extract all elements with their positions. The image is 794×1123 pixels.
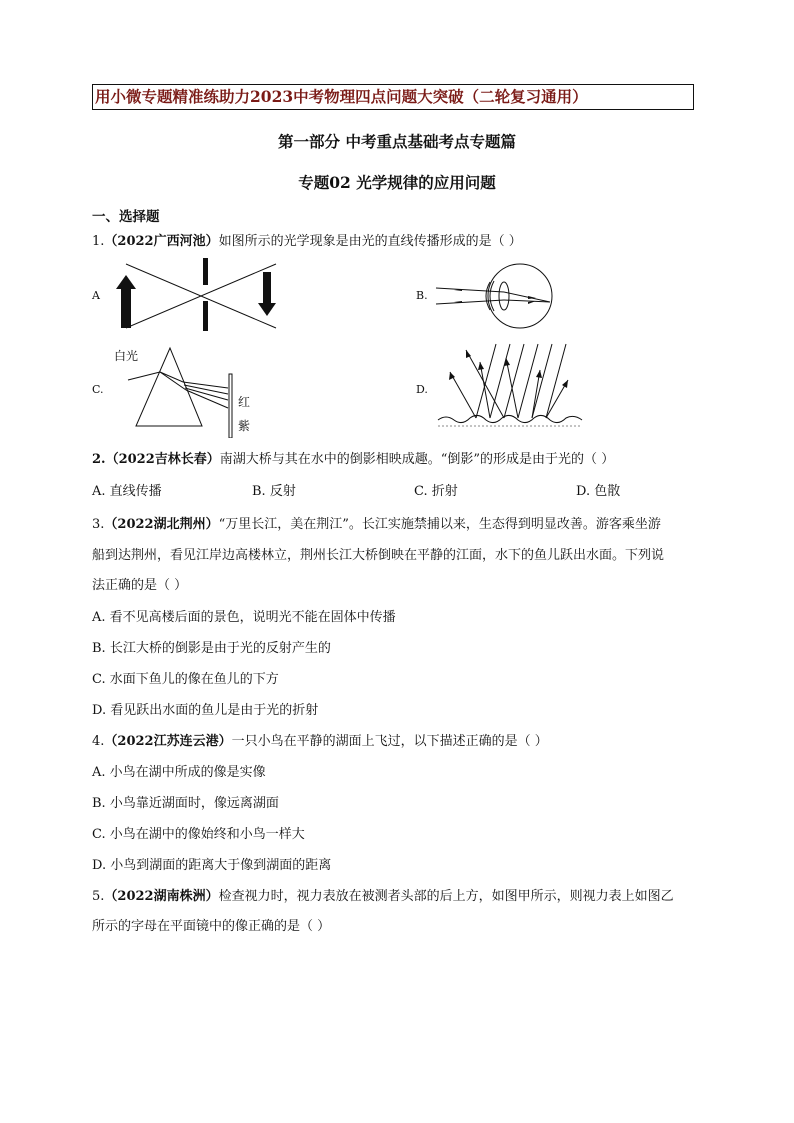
- question-text: 检查视力时，视力表放在被测者头部的后上方，如图甲所示，则视力表上如图乙: [218, 889, 674, 904]
- question-source: （2022吉林长春）: [105, 452, 220, 467]
- q2-option-b: B. 反射: [252, 484, 296, 499]
- question-3: [92, 513, 661, 532]
- part-title: 第一部分 中考重点基础考点专题篇: [278, 132, 516, 151]
- violet-label: 紫: [238, 419, 251, 433]
- section-heading: 一、选择题: [92, 209, 160, 225]
- q4-option-d: D. 小鸟到湖面的距离大于像到湖面的距离: [92, 858, 332, 873]
- q2-option-d: D. 色散: [576, 484, 621, 499]
- question-3-line-3: 法正确的是（ ）: [92, 578, 188, 593]
- question-source: （2022广西河池）: [104, 234, 219, 249]
- question-2: [92, 448, 614, 467]
- q4-option-b: B. 小鸟靠近湖面时，像远离湖面: [92, 796, 279, 811]
- question-number: 2.: [92, 452, 106, 467]
- option-b-label: B.: [416, 289, 428, 302]
- question-source: （2022江苏连云港）: [104, 734, 232, 749]
- q2-option-c: C. 折射: [414, 484, 458, 499]
- white-light-label: 白光: [114, 349, 139, 363]
- question-source: （2022湖北荆州）: [104, 517, 219, 532]
- question-number: 5.: [92, 889, 105, 904]
- question-number: 3.: [92, 517, 105, 532]
- red-label: 红: [238, 395, 251, 409]
- question-1: [92, 230, 522, 249]
- eye-lens-figure: [432, 262, 562, 330]
- q3-option-b: B. 长江大桥的倒影是由于光的反射产生的: [92, 641, 331, 656]
- question-text: “万里长江，美在荆江”。长江实施禁捕以来，生态得到明显改善。游客乘坐游: [218, 517, 661, 532]
- question-5: [92, 885, 674, 904]
- q2-option-a: A. 直线传播: [92, 484, 162, 499]
- q3-option-c: C. 水面下鱼儿的像在鱼儿的下方: [92, 672, 279, 687]
- question-text: 南湖大桥与其在水中的倒影相映成趣。“倒影”的形成是由于光的（ ）: [219, 452, 615, 467]
- topic-title: 专题02 光学规律的应用问题: [298, 173, 496, 192]
- question-3-line-2: 船到达荆州，看见江岸边高楼林立，荆州长江大桥倒映在平静的江面，水下的鱼儿跃出水面。下列说: [92, 548, 665, 563]
- question-4: [92, 730, 548, 749]
- question-number: 4.: [92, 734, 105, 749]
- question-text: 如图所示的光学现象是由光的直线传播形成的是（ ）: [218, 234, 522, 249]
- option-c-label: C.: [92, 383, 104, 396]
- option-a-label: A: [92, 289, 100, 302]
- question-number: 1.: [92, 234, 105, 249]
- header-banner: 用小微专题精准练助力2023中考物理四点问题大突破（二轮复习通用）: [92, 84, 694, 110]
- option-d-label: D.: [416, 383, 428, 396]
- pinhole-camera-figure: [108, 256, 292, 334]
- q4-option-c: C. 小鸟在湖中的像始终和小鸟一样大: [92, 827, 305, 842]
- question-5-line-2: 所示的字母在平面镜中的像正确的是（ ）: [92, 919, 331, 934]
- prism-dispersion-figure: [108, 338, 268, 438]
- diffuse-reflection-figure: [436, 340, 586, 430]
- question-2-options: [0, 480, 794, 500]
- q4-option-a: A. 小鸟在湖中所成的像是实像: [92, 765, 266, 780]
- question-text: 一只小鸟在平静的湖面上飞过，以下描述正确的是（ ）: [231, 734, 548, 749]
- q3-option-d: D. 看见跃出水面的鱼儿是由于光的折射: [92, 703, 319, 718]
- q3-option-a: A. 看不见高楼后面的景色，说明光不能在固体中传播: [92, 610, 396, 625]
- question-source: （2022湖南株洲）: [104, 889, 219, 904]
